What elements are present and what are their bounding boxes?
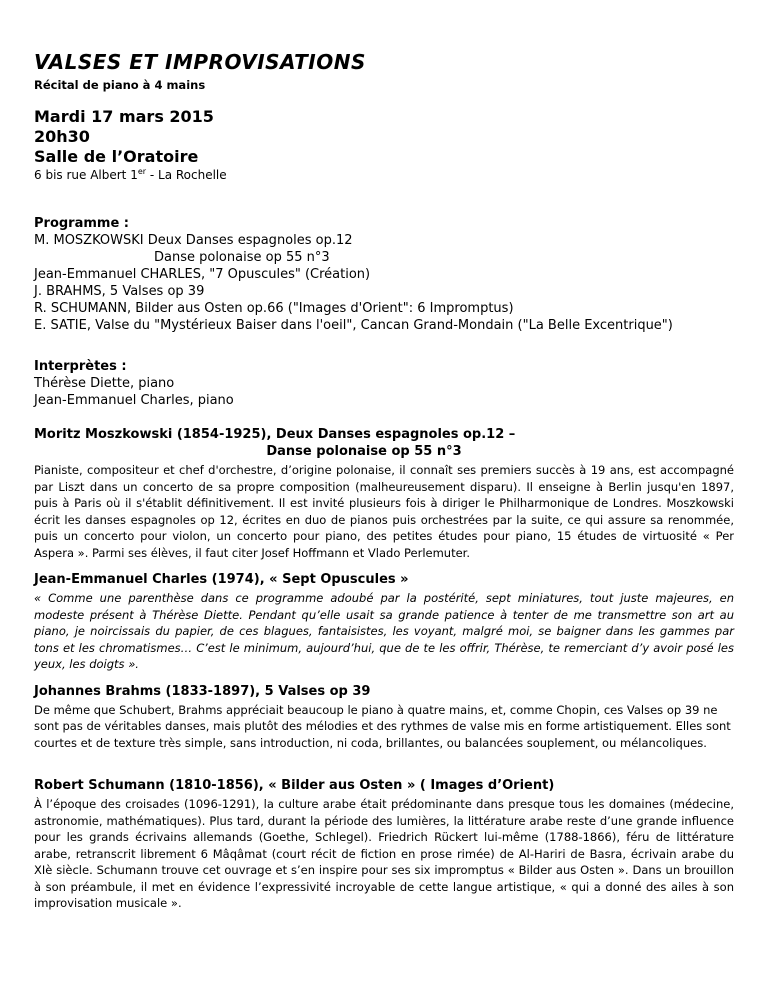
event-address [34,168,734,183]
event-time: 20h30 [34,127,90,146]
programme-line: Jean-Emmanuel CHARLES, "7 Opuscules" (Création) [34,267,371,282]
piece-schumann [34,777,734,912]
piece-description: Pianiste, compositeur et chef d'orchestre, d’origine polonaise, il connaît ses premiers succès à 19 ans, est accompagné par Liszt dans un concerto de sa propre composition (malheureusement disparu). Il enseigne à Berlin jusqu'en 1897, puis à Paris où il s'établit définitivement. Il est invité plusieurs fois à diriger le Philharmonique de Londres. Moszkowski écrit les danses espagnoles op 12, écrites en duo de pianos puis orchestrées par la suite, ce qui assure sa renommée, puis un concerto pour violon, un concerto pour piano, des petites études pour piano, 15 études de virtuosité « Per Aspera ». Parmi ses élèves, il faut citer Josef Hoffmann et Vlado Perlemuter. [34,463,734,560]
programme-line: J. BRAHMS, 5 Valses op 39 [34,284,205,299]
programme-line: R. SCHUMANN, Bilder aus Osten op.66 ("Images d'Orient": 6 Impromptus) [34,301,514,316]
event-info [34,107,734,167]
piece-subheading: Danse polonaise op 55 n°3 [266,444,462,459]
performer-line: Jean-Emmanuel Charles, piano [34,393,234,408]
piece-charles [34,571,734,673]
programme-heading: Programme : [34,216,129,231]
piece-heading: Robert Schumann (1810-1856), « Bilder aus Osten » ( Images d’Orient) [34,778,555,793]
address-city: - La Rochelle [146,168,227,182]
programme-line: Danse polonaise op 55 n°3 [154,250,330,265]
programme-line: M. MOSZKOWSKI Deux Danses espagnoles op.12 [34,233,353,248]
address-street: 6 bis rue Albert 1 [34,168,138,182]
document-subtitle: Récital de piano à 4 mains [34,78,206,92]
piece-moszkowski [34,426,734,561]
event-date: Mardi 17 mars 2015 [34,107,214,126]
document-page [34,50,734,912]
piece-heading: Jean-Emmanuel Charles (1974), « Sept Opuscules » [34,572,409,587]
performers-heading: Interprètes : [34,359,127,374]
performers-section [34,358,734,409]
piece-heading: Johannes Brahms (1833-1897), 5 Valses op 39 [34,683,371,699]
address-superscript: er [137,167,147,176]
event-venue: Salle de l’Oratoire [34,147,199,166]
document-title: VALSES ET IMPROVISATIONS [34,50,366,74]
programme-line: E. SATIE, Valse du "Mystérieux Baiser dans l'oeil", Cancan Grand-Mondain ("La Belle Excentrique") [34,318,673,333]
performer-line: Thérèse Diette, piano [34,376,175,391]
piece-description: « Comme une parenthèse dans ce programme adoubé par la postérité, sept miniatures, tout juste majeures, en modeste présent à Thérèse Diette. Pendant qu’elle usait sa grande patience à tenter de me transmettre son art au piano, je noircissais du papier, de ces blagues, fantaisistes, les voyant, malgré moi, se baigner dans les gammes par tons et les chromatismes… C’est le minimum, aujourd’hui, que de te les offrir, Thérèse, te remerciant d’y avoir posé les yeux, les doigts ». [34,591,734,671]
piece-heading: Moritz Moszkowski (1854-1925), Deux Danses espagnoles op.12 – [34,427,516,442]
piece-description: De même que Schubert, Brahms appréciait beaucoup le piano à quatre mains, et, comme Chopin, ces Valses op 39 ne sont pas de véritables danses, mais plutôt des mélodies et des rythmes de valse mis en forme artistiquement. Elles sont courtes et de texture très simple, sans introduction, ni coda, brillantes, ou balancées souplement, ou mélancoliques. [34,702,731,750]
piece-brahms [34,683,734,752]
programme-section [34,215,734,334]
piece-description: À l’époque des croisades (1096-1291), la culture arabe était prédominante dans presque tous les domaines (médecine, astronomie, mathématiques). Plus tard, durant la période des lumières, la littérature arabe reste d’une grande influence pour les grands écrivains allemands (Goethe, Schlegel). Friedrich Rückert lui-même (1788-1866), féru de littérature arabe, retranscrit librement 6 Mâqâmat (court récit de fiction en prose rimée) de Al-Hariri de Basra, écrivain arabe du XIè siècle. Schumann trouve cet ouvrage et s’en inspire pour ses six impromptus « Bilder aus Osten ». Dans un brouillon à son préambule, il met en évidence l’expressivité incroyable de cette langue artistique, « qui a donné des ailes à son improvisation musicale ». [34,797,734,910]
